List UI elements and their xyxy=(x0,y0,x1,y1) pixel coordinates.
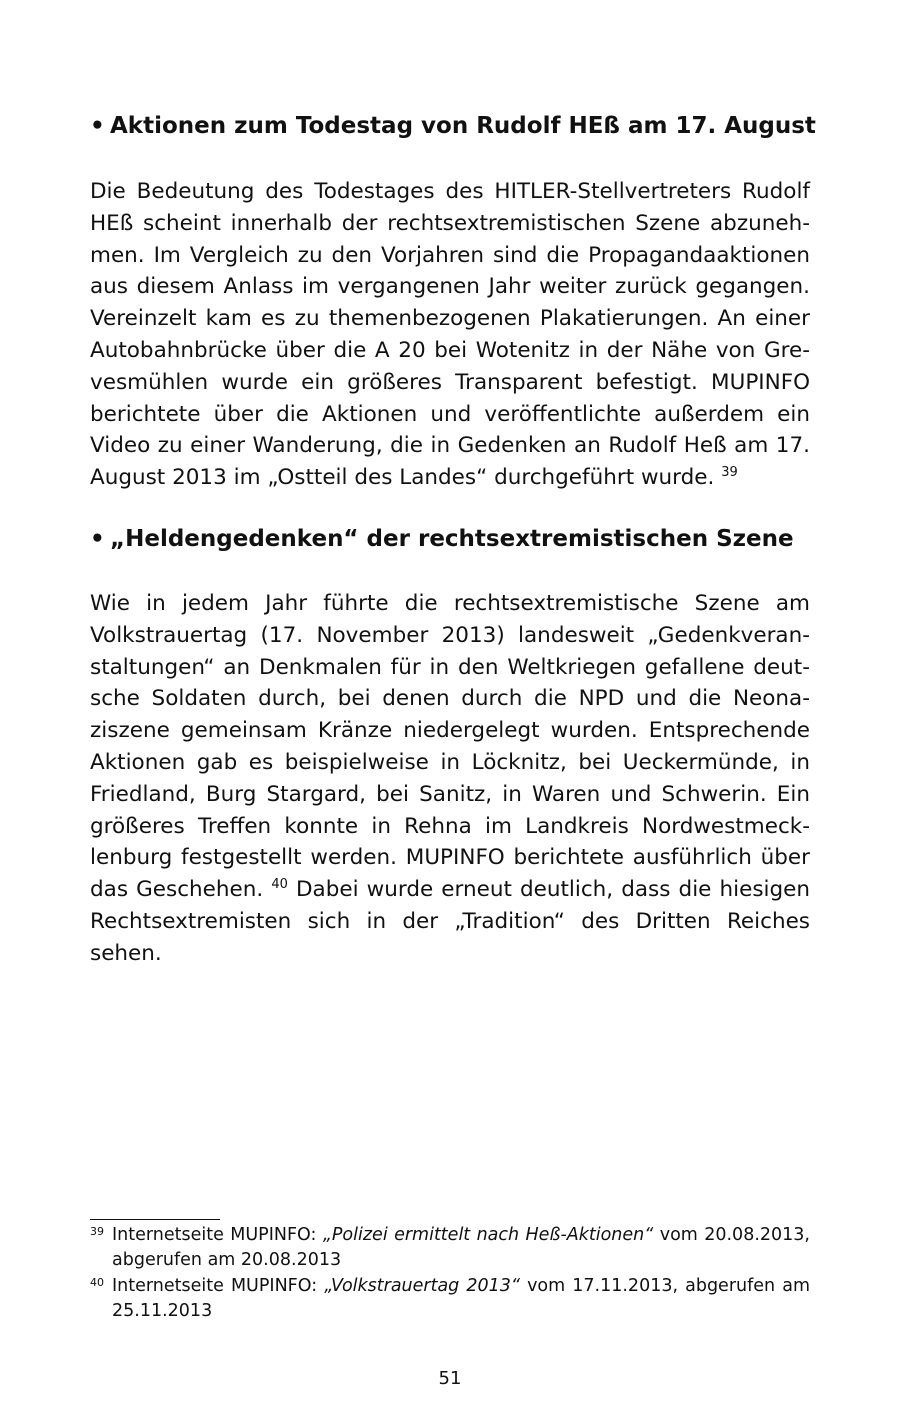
paragraph-text: Wie in jedem Jahr führte die rechtsextremistische Szene am Volkstrauertag (17. November 2013) landesweit „Gedenkveranstaltungen“ an Denkmalen für in den Weltkriegen gefallene deutsche Soldaten durch, bei denen durch die NPD und die Neonaziszene gemeinsam Kränze niedergelegt wurden. Entsprechende Aktionen gab es beispielweise in Löcknitz, bei Ueckermünde, in Friedland, Burg Stargard, bei Sanitz, in Waren und Schwerin. Ein größeres Treffen konnte in Rehna im Landkreis Nordwestmecklenburg festgestellt werden. MUPINFO berichtete ausführlich über das Geschehen. xyxy=(90,591,810,903)
footnote-39 xyxy=(90,1223,810,1273)
paragraph-text: Die Bedeutung des Todestages des HITLER-Stellvertreters Rudolf HEß scheint innerhalb der rechtsextremistischen Szene abzunehmen. Im Vergleich zu den Vorjahren sind die Propagandaaktionen aus diesem Anlass im vergangenen Jahr weiter zurück gegangen. Vereinzelt kam es zu themenbezogenen Plakatierungen. An einer Autobahnbrücke über die A 20 bei Wotenitz in der Nähe von Grevesmühlen wurde ein größeres Transparent befestigt. MUPINFO berichtete über die Aktionen und veröffentlichte außerdem ein Video zu einer Wanderung, die in Gedenken an Rudolf Heß am 17. August 2013 im „Ostteil des Landes“ durchgeführt wurde. xyxy=(90,179,810,491)
page-number: 51 xyxy=(438,1368,462,1389)
bullet-icon: • xyxy=(90,526,105,552)
section-paragraph-hess xyxy=(90,176,810,494)
footnote-prefix: Internetseite MUPINFO: xyxy=(112,1276,325,1296)
paragraph-text-continued: Dabei wurde erneut deutlich, dass die hiesigen Rechtsextremisten sich in der „Tradition“ des Dritten Reiches sehen. xyxy=(90,877,811,966)
footnote-title: „Volkstrauertag 2013“ xyxy=(324,1276,520,1296)
heading-text: Aktionen zum Todestag von Rudolf HEß am 17. August xyxy=(110,113,816,139)
bullet-icon: • xyxy=(90,113,105,139)
document-page xyxy=(90,0,816,1426)
footnote-divider xyxy=(90,1219,220,1220)
footnote-number: 39 xyxy=(90,1225,104,1238)
section-paragraph-heldengedenken xyxy=(90,588,810,970)
footnote-reference[interactable]: 39 xyxy=(721,465,738,481)
footnote-title: „Polizei ermittelt nach Heß-Aktionen“ xyxy=(322,1225,654,1245)
section-heading-heldengedenken xyxy=(90,523,794,555)
heading-text: „Heldengedenken“ der rechtsextremistischen Szene xyxy=(110,526,794,552)
footnote-prefix: Internetseite MUPINFO: xyxy=(112,1225,323,1245)
footnote-suffix: vom 20.08.2013, abgerufen am 20.08.2013 xyxy=(112,1225,810,1270)
footnote-reference[interactable]: 40 xyxy=(271,877,288,893)
footnote-40 xyxy=(90,1274,810,1324)
footnote-suffix: vom 17.11.2013, abgerufen am 25.11.2013 xyxy=(112,1276,810,1321)
section-heading-hess xyxy=(90,110,816,142)
footnote-number: 40 xyxy=(90,1276,104,1289)
